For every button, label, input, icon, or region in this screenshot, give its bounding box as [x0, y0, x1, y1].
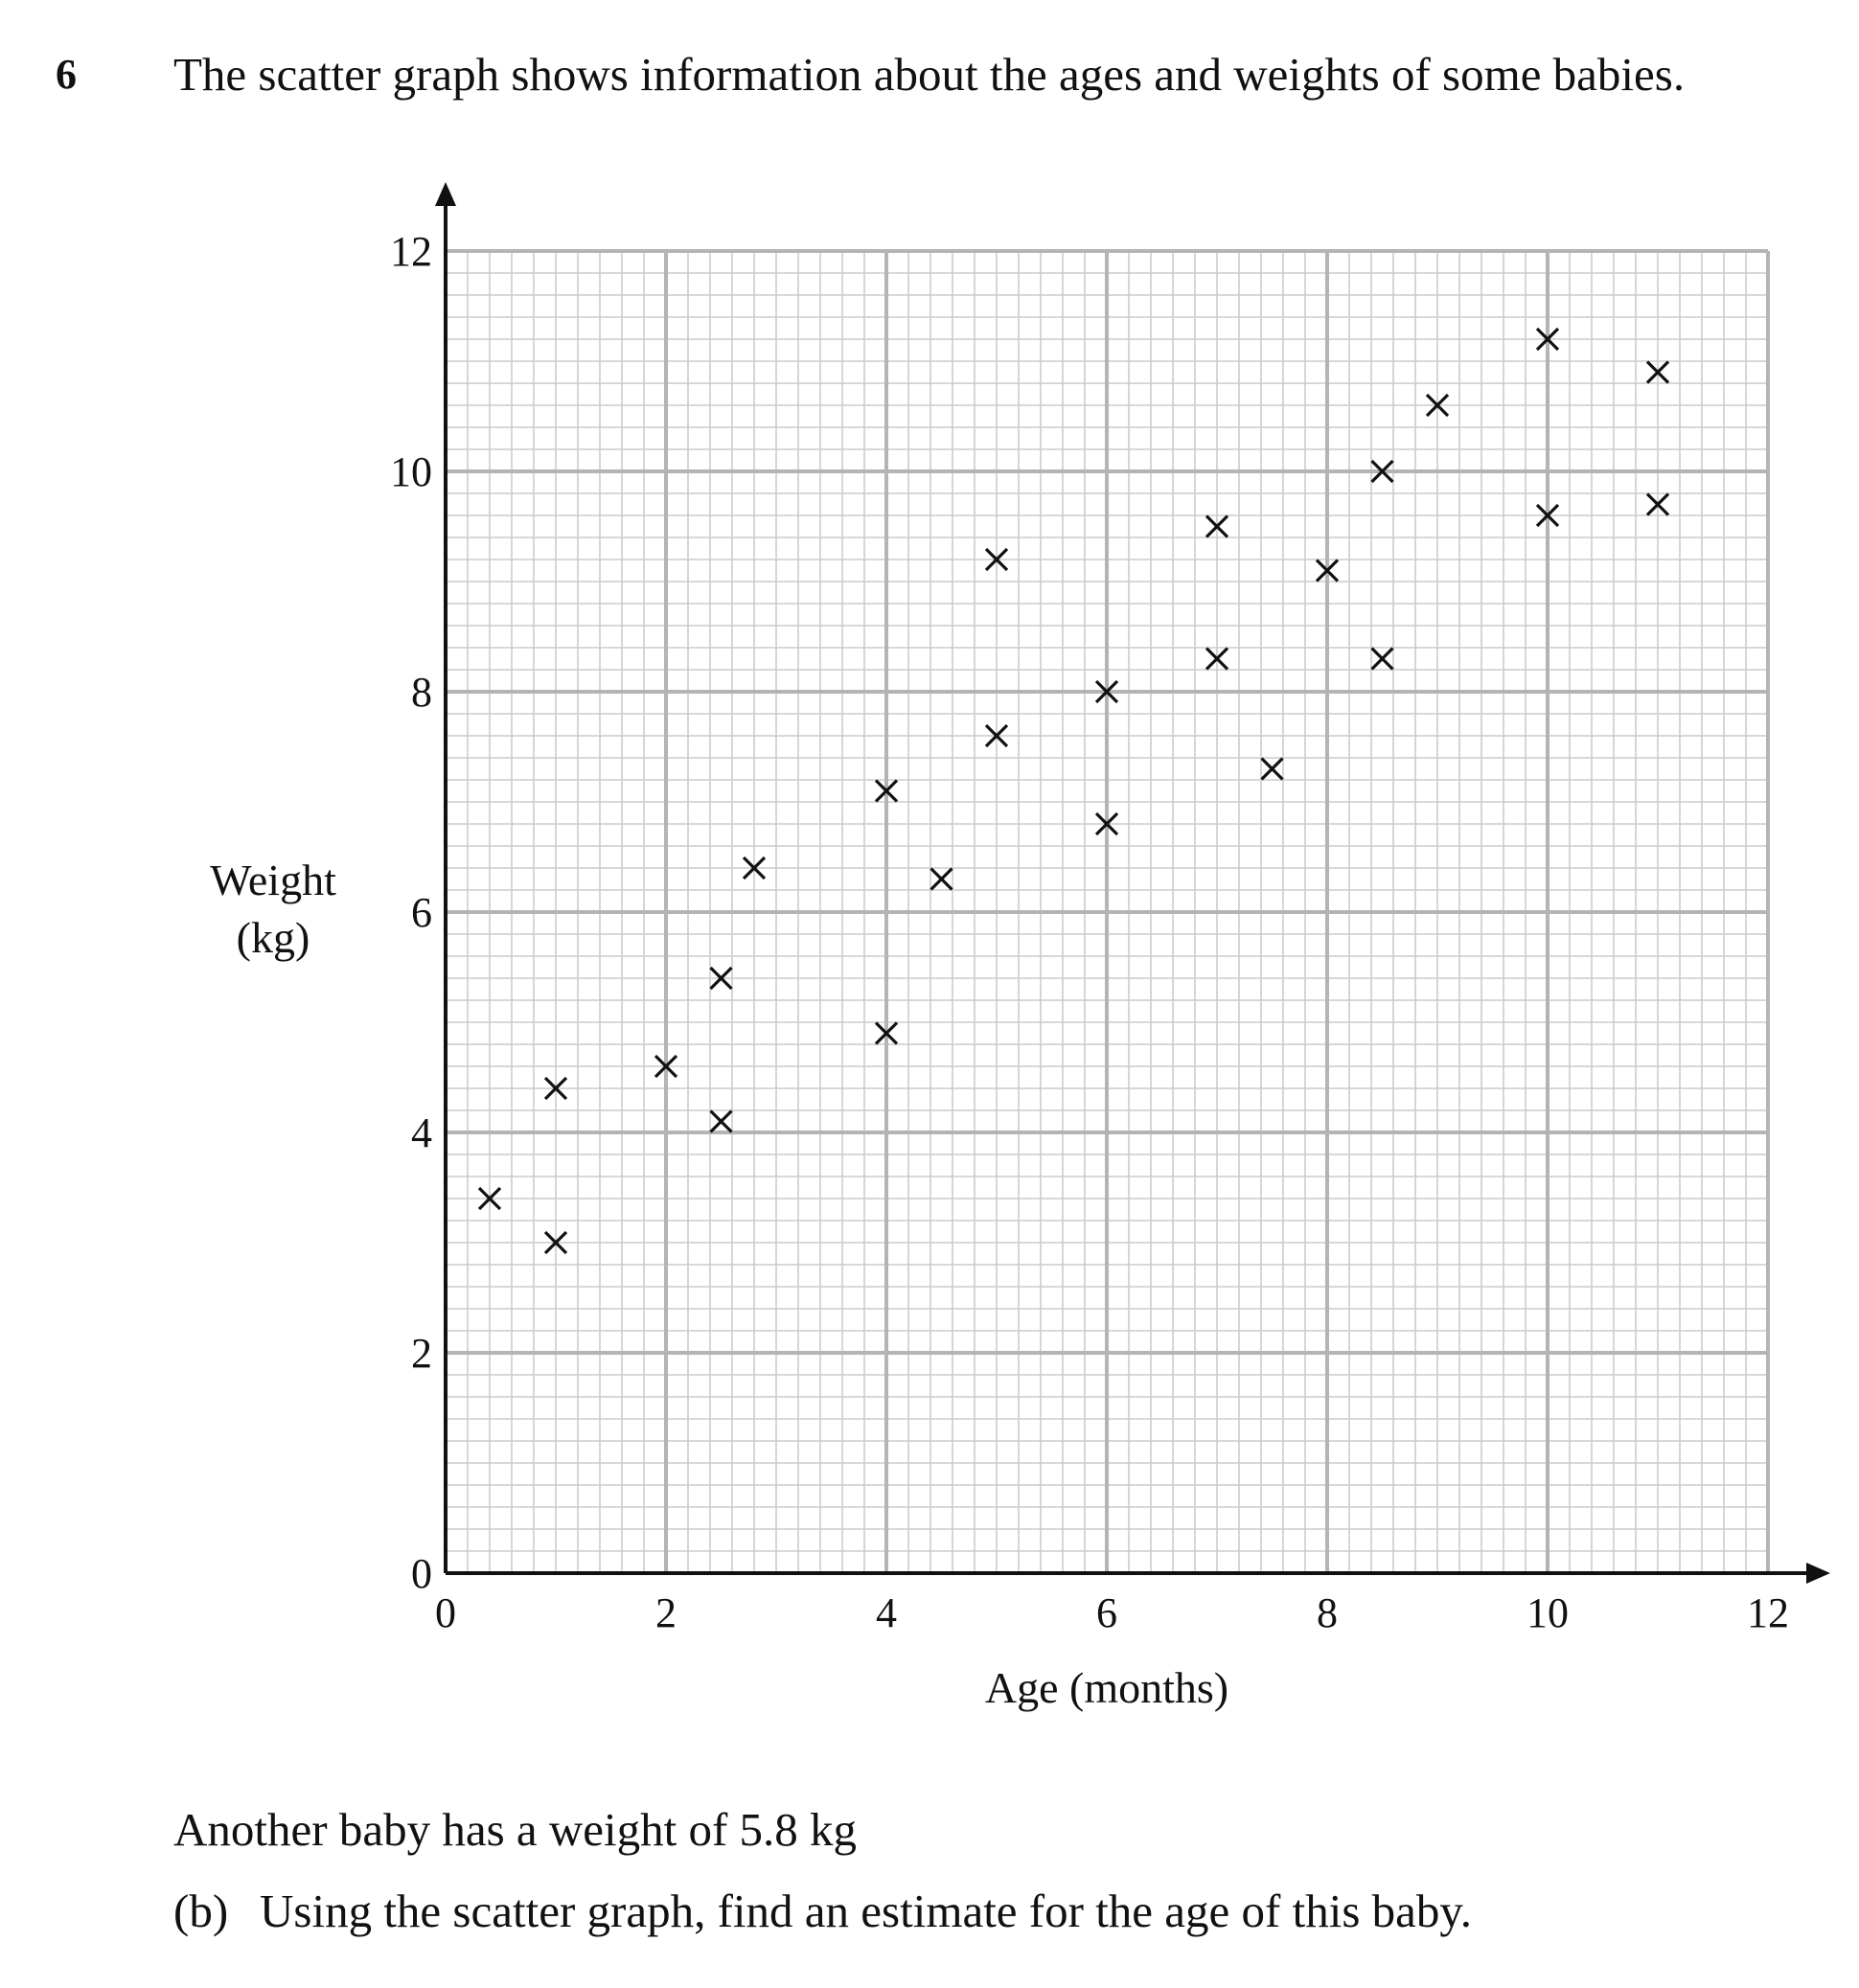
- y-axis-title-line: Weight: [210, 856, 336, 904]
- data-points: [479, 329, 1668, 1253]
- y-tick-label: 0: [411, 1550, 432, 1597]
- x-axis-title: Age (months): [984, 1663, 1229, 1712]
- y-tick-labels: [390, 228, 432, 1597]
- x-tick-label: 2: [655, 1589, 677, 1636]
- question-text: The scatter graph shows information about the ages and weights of some babies.: [173, 48, 1686, 101]
- x-tick-label: 4: [876, 1589, 897, 1636]
- data-point: [931, 869, 952, 890]
- y-tick-label: 10: [390, 448, 432, 495]
- y-tick-label: 12: [390, 228, 432, 275]
- y-axis-arrow: [435, 182, 456, 206]
- data-point: [1372, 649, 1393, 670]
- question-number: 6: [56, 51, 77, 98]
- part-b-text: Using the scatter graph, find an estimate for the age of this baby.: [260, 1885, 1472, 1937]
- followup-statement: Another baby has a weight of 5.8 kg: [173, 1803, 858, 1856]
- data-point: [1262, 759, 1283, 780]
- part-b-question: [173, 1883, 1472, 1940]
- axis-titles: [210, 856, 1228, 1712]
- y-tick-label: 4: [411, 1109, 432, 1156]
- x-tick-labels: [435, 1589, 1789, 1636]
- y-tick-label: 6: [411, 889, 432, 936]
- x-tick-label: 0: [435, 1589, 456, 1636]
- x-tick-label: 6: [1096, 1589, 1117, 1636]
- x-tick-label: 10: [1526, 1589, 1569, 1636]
- y-axis-title-line: (kg): [236, 913, 310, 962]
- x-tick-label: 12: [1747, 1589, 1789, 1636]
- y-tick-label: 2: [411, 1330, 432, 1377]
- part-b-label: (b): [173, 1885, 229, 1937]
- x-axis-arrow: [1806, 1563, 1830, 1584]
- data-point: [711, 1111, 732, 1132]
- x-tick-label: 8: [1317, 1589, 1338, 1636]
- y-tick-label: 8: [411, 669, 432, 716]
